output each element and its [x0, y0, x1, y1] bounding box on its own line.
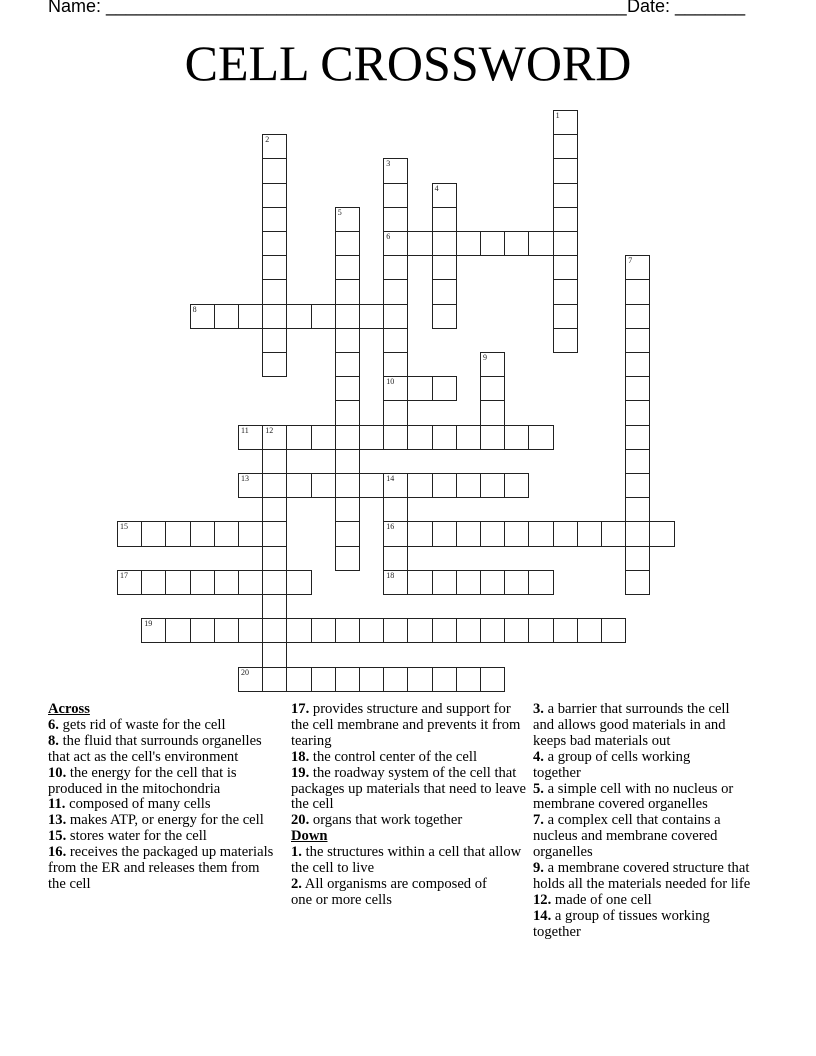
grid-cell[interactable]: [262, 279, 287, 304]
clue-down-2: 2. All organisms are composed of one or more cells: [291, 875, 487, 908]
grid-cell[interactable]: [383, 473, 408, 498]
clue-across-19: 19. the roadway system of the cell that packages up materials that need to leave the cell: [291, 764, 527, 813]
grid-cell[interactable]: [432, 425, 457, 450]
grid-cell[interactable]: [190, 304, 215, 329]
grid-cell[interactable]: [383, 183, 408, 208]
grid-cell[interactable]: [335, 255, 360, 280]
grid-cell[interactable]: [262, 231, 287, 256]
grid-cell[interactable]: [504, 618, 529, 643]
grid-cell[interactable]: [504, 570, 529, 595]
grid-cell[interactable]: [286, 667, 311, 692]
grid-cell[interactable]: [262, 328, 287, 353]
grid-cell[interactable]: [553, 110, 578, 135]
grid-cell[interactable]: [383, 279, 408, 304]
grid-cell[interactable]: [601, 521, 626, 546]
grid-cell[interactable]: [504, 473, 529, 498]
grid-cell[interactable]: [504, 425, 529, 450]
clue-number: 7: [628, 256, 633, 266]
grid-cell[interactable]: [553, 328, 578, 353]
grid-cell[interactable]: [407, 618, 432, 643]
grid-cell[interactable]: [383, 425, 408, 450]
grid-cell[interactable]: [238, 618, 263, 643]
clue-number: 8: [192, 304, 197, 314]
grid-cell[interactable]: [383, 497, 408, 522]
grid-cell[interactable]: [262, 618, 287, 643]
grid-cell[interactable]: [553, 134, 578, 159]
grid-cell[interactable]: [238, 425, 263, 450]
grid-cell[interactable]: [383, 158, 408, 183]
grid-cell[interactable]: [311, 618, 336, 643]
page-title: CELL CROSSWORD: [184, 35, 632, 91]
clue-across-6: 6. gets rid of waste for the cell: [48, 716, 226, 733]
grid-cell[interactable]: [141, 570, 166, 595]
grid-cell[interactable]: [480, 667, 505, 692]
grid-cell[interactable]: [480, 376, 505, 401]
grid-cell[interactable]: [238, 521, 263, 546]
grid-cell[interactable]: [335, 400, 360, 425]
clue-column-1: [48, 702, 278, 893]
grid-cell[interactable]: [311, 304, 336, 329]
date-label: Date:: [627, 0, 671, 16]
grid-cell[interactable]: [165, 570, 190, 595]
grid-cell[interactable]: [504, 521, 529, 546]
grid-cell[interactable]: [432, 183, 457, 208]
clue-column-2: [291, 702, 527, 909]
grid-cell[interactable]: [335, 546, 360, 571]
grid-cell[interactable]: [383, 667, 408, 692]
grid-cell[interactable]: [383, 304, 408, 329]
grid-cell[interactable]: [359, 667, 384, 692]
grid-cell[interactable]: [335, 521, 360, 546]
grid-cell[interactable]: [432, 667, 457, 692]
grid-cell[interactable]: [190, 570, 215, 595]
grid-cell[interactable]: [335, 328, 360, 353]
grid-cell[interactable]: [262, 425, 287, 450]
grid-cell[interactable]: [625, 255, 650, 280]
grid-cell[interactable]: [553, 618, 578, 643]
grid-cell[interactable]: [335, 425, 360, 450]
grid-cell[interactable]: [359, 425, 384, 450]
grid-cell[interactable]: [456, 570, 481, 595]
clue-down-5: 5. a simple cell with no nucleus or membrane covered organelles: [533, 780, 734, 813]
grid-cell[interactable]: [407, 425, 432, 450]
grid-cell[interactable]: [359, 473, 384, 498]
name-label: Name:: [48, 0, 102, 16]
grid-cell[interactable]: [407, 521, 432, 546]
grid-cell[interactable]: [262, 183, 287, 208]
grid-cell[interactable]: [383, 546, 408, 571]
clue-number: 15: [120, 522, 128, 532]
grid-cell[interactable]: [553, 231, 578, 256]
grid-cell[interactable]: [214, 304, 239, 329]
grid-cell[interactable]: [335, 449, 360, 474]
grid-cell[interactable]: [625, 546, 650, 571]
grid-cell[interactable]: [262, 449, 287, 474]
grid-cell[interactable]: [407, 570, 432, 595]
grid-cell[interactable]: [214, 570, 239, 595]
grid-cell[interactable]: [480, 618, 505, 643]
grid-cell[interactable]: [262, 304, 287, 329]
grid-cell[interactable]: [553, 521, 578, 546]
clue-number: 18: [386, 570, 395, 580]
grid-cell[interactable]: [625, 570, 650, 595]
grid-cell[interactable]: [383, 231, 408, 256]
grid-cell[interactable]: [407, 473, 432, 498]
clue-across-16: 16. receives the packaged up materials from the ER and releases them from the cell: [48, 844, 274, 892]
grid-cell[interactable]: [480, 352, 505, 377]
grid-cell[interactable]: [335, 376, 360, 401]
grid-cell[interactable]: [262, 570, 287, 595]
grid-cell[interactable]: [238, 667, 263, 692]
clue-down-7: 7. a complex cell that contains a nucleus and membrane covered organelles: [533, 812, 721, 861]
clue-number: 12: [265, 425, 274, 435]
grid-cell[interactable]: [480, 473, 505, 498]
clue-number: 10: [386, 377, 395, 387]
clue-across-15: 15. stores water for the cell: [48, 828, 207, 845]
clue-down-3: 3. a barrier that surrounds the cell and allows good materials in and keeps bad materials out: [533, 701, 730, 749]
grid-cell[interactable]: [649, 521, 674, 546]
clue-down-12: 12. made of one cell: [533, 891, 652, 908]
grid-cell[interactable]: [432, 521, 457, 546]
clue-number: 17: [120, 570, 128, 580]
grid-cell[interactable]: [262, 497, 287, 522]
grid-cell[interactable]: [577, 521, 602, 546]
grid-cell[interactable]: [141, 521, 166, 546]
grid-cell[interactable]: [311, 667, 336, 692]
clue-across-20: 20. organs that work together: [291, 812, 463, 829]
grid-cell[interactable]: [262, 134, 287, 159]
clue-across-17: 17. provides structure and support for the cell membrane and prevents it from tearing: [291, 701, 521, 749]
grid-cell[interactable]: [359, 304, 384, 329]
grid-cell[interactable]: [432, 207, 457, 232]
grid-cell[interactable]: [553, 279, 578, 304]
grid-cell[interactable]: [383, 352, 408, 377]
clue-down-1: 1. the structures within a cell that allow the cell to live: [291, 844, 522, 877]
grid-cell[interactable]: [262, 207, 287, 232]
clue-across-10: 10. the energy for the cell that is produced in the mitochondria: [48, 764, 237, 797]
clue-number: 6: [386, 232, 391, 241]
grid-cell[interactable]: [335, 279, 360, 304]
grid-cell[interactable]: [407, 667, 432, 692]
grid-cell[interactable]: [432, 255, 457, 280]
grid-cell[interactable]: [553, 207, 578, 232]
grid-cell[interactable]: [238, 473, 263, 498]
down-heading: Down: [291, 828, 328, 845]
grid-cell[interactable]: [625, 473, 650, 498]
grid-cell[interactable]: [286, 473, 311, 498]
grid-cell[interactable]: [165, 618, 190, 643]
grid-cell[interactable]: [335, 473, 360, 498]
grid-cell[interactable]: [141, 618, 166, 643]
grid-cell[interactable]: [262, 594, 287, 619]
clue-across-11: 11. composed of many cells: [48, 796, 211, 813]
grid-cell[interactable]: [335, 667, 360, 692]
grid-cell[interactable]: [528, 521, 553, 546]
grid-cell[interactable]: [335, 352, 360, 377]
grid-cell[interactable]: [432, 570, 457, 595]
grid-cell[interactable]: [383, 255, 408, 280]
grid-cell[interactable]: [165, 521, 190, 546]
clue-column-3: [533, 702, 759, 941]
grid-cell[interactable]: [432, 279, 457, 304]
clue-across-8: 8. the fluid that surrounds organelles that act as the cell's environment: [48, 732, 262, 765]
grid-cell[interactable]: [625, 328, 650, 353]
grid-cell[interactable]: [262, 642, 287, 667]
grid-cell[interactable]: [480, 400, 505, 425]
grid-cell[interactable]: [553, 183, 578, 208]
grid-cell[interactable]: [528, 618, 553, 643]
clue-number: 3: [386, 159, 391, 169]
clue-number: 9: [483, 353, 487, 362]
grid-cell[interactable]: [335, 618, 360, 643]
grid-cell[interactable]: [238, 570, 263, 595]
grid-cell[interactable]: [601, 618, 626, 643]
grid-cell[interactable]: [432, 618, 457, 643]
clue-number: 14: [386, 474, 395, 483]
clue-number: 1: [555, 111, 560, 120]
grid-cell[interactable]: [625, 400, 650, 425]
grid-cell[interactable]: [262, 521, 287, 546]
clue-down-14: 14. a group of tissues working together: [533, 907, 710, 940]
grid-cell[interactable]: [480, 570, 505, 595]
grid-cell[interactable]: [286, 425, 311, 450]
grid-cell[interactable]: [625, 425, 650, 450]
grid-cell[interactable]: [625, 521, 650, 546]
clue-number: 5: [337, 207, 342, 217]
grid-cell[interactable]: [625, 497, 650, 522]
clue-number: 11: [241, 425, 249, 435]
grid-cell[interactable]: [383, 570, 408, 595]
grid-cell[interactable]: [553, 158, 578, 183]
grid-cell[interactable]: [335, 231, 360, 256]
grid-cell[interactable]: [625, 449, 650, 474]
grid-cell[interactable]: [262, 546, 287, 571]
grid-cell[interactable]: [335, 207, 360, 232]
grid-cell[interactable]: [456, 425, 481, 450]
grid-cell[interactable]: [407, 376, 432, 401]
grid-cell[interactable]: [262, 667, 287, 692]
grid-cell[interactable]: [480, 231, 505, 256]
clue-down-9: 9. a membrane covered structure that holds all the materials needed for life: [533, 860, 751, 892]
grid-cell[interactable]: [553, 304, 578, 329]
grid-cell[interactable]: [335, 304, 360, 329]
grid-cell[interactable]: [190, 618, 215, 643]
grid-cell[interactable]: [625, 304, 650, 329]
clue-number: 13: [241, 474, 249, 483]
clue-down-4: 4. a group of cells working together: [533, 748, 691, 781]
grid-cell[interactable]: [432, 231, 457, 256]
grid-cell[interactable]: [625, 279, 650, 304]
grid-cell[interactable]: [117, 570, 142, 595]
grid-cell[interactable]: [407, 231, 432, 256]
grid-cell[interactable]: [262, 473, 287, 498]
grid-cell[interactable]: [480, 425, 505, 450]
grid-cell[interactable]: [286, 618, 311, 643]
grid-cell[interactable]: [214, 618, 239, 643]
grid-cell[interactable]: [528, 570, 553, 595]
clue-number: 2: [265, 135, 270, 145]
clue-number: 19: [144, 619, 153, 629]
grid-cell[interactable]: [335, 497, 360, 522]
grid-cell[interactable]: [480, 521, 505, 546]
across-heading: Across: [48, 701, 90, 717]
grid-cell[interactable]: [383, 207, 408, 232]
grid-cell[interactable]: [262, 255, 287, 280]
clue-number: 20: [241, 667, 249, 677]
grid-cell[interactable]: [528, 425, 553, 450]
grid-cell[interactable]: [383, 521, 408, 546]
grid-cell[interactable]: [117, 521, 142, 546]
grid-cell[interactable]: [359, 618, 384, 643]
grid-cell[interactable]: [286, 570, 311, 595]
grid-cell[interactable]: [528, 231, 553, 256]
grid-cell[interactable]: [625, 352, 650, 377]
grid-cell[interactable]: [311, 425, 336, 450]
grid-cell[interactable]: [456, 231, 481, 256]
clue-number: 4: [434, 183, 439, 193]
grid-cell[interactable]: [311, 473, 336, 498]
grid-cell[interactable]: [553, 255, 578, 280]
grid-cell[interactable]: [383, 328, 408, 353]
grid-cell[interactable]: [286, 304, 311, 329]
grid-cell[interactable]: [456, 667, 481, 692]
grid-cell[interactable]: [262, 158, 287, 183]
grid-cell[interactable]: [456, 618, 481, 643]
grid-cell[interactable]: [238, 304, 263, 329]
grid-cell[interactable]: [456, 521, 481, 546]
name-line[interactable]: ____________________________________________________: [106, 0, 627, 16]
grid-cell[interactable]: [504, 231, 529, 256]
clue-across-18: 18. the control center of the cell: [291, 748, 477, 765]
clue-across-13: 13. makes ATP, or energy for the cell: [48, 812, 264, 829]
grid-cell[interactable]: [383, 376, 408, 401]
grid-cell[interactable]: [214, 521, 239, 546]
grid-cell[interactable]: [190, 521, 215, 546]
grid-cell[interactable]: [432, 473, 457, 498]
clue-number: 16: [386, 522, 395, 532]
grid-cell[interactable]: [577, 618, 602, 643]
grid-cell[interactable]: [432, 304, 457, 329]
date-line[interactable]: _______: [675, 0, 746, 16]
grid-cell[interactable]: [383, 618, 408, 643]
grid-cell[interactable]: [262, 352, 287, 377]
grid-cell[interactable]: [456, 473, 481, 498]
grid-cell[interactable]: [625, 376, 650, 401]
grid-cell[interactable]: [383, 400, 408, 425]
grid-cell[interactable]: [432, 376, 457, 401]
